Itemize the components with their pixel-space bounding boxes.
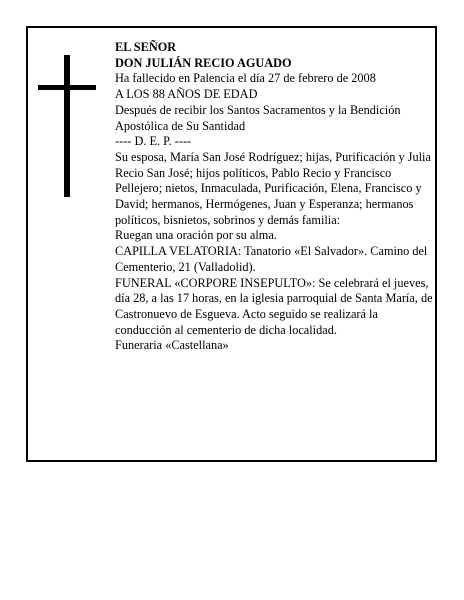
deceased-name: DON JULIÁN RECIO AGUADO [115,55,292,70]
rip-line: ---- D. E. P. ---- [115,134,192,149]
obituary-text [115,40,433,354]
cross-horizontal-bar [38,85,96,90]
family-paragraph: Su esposa, María San José Rodríguez; hijas, Purificación y Julia Recio San José; hijos políticos, Pablo Recio y Francisco Pellejero; nietos, Inmaculada, Purificación, Elena, Francisco y David; hermanos, Hermógenes, Juan y Esperanza; hermanos políticos, bisnietos, sobrinos y demás familia: [115,149,431,227]
prayer-line: Ruegan una oración por su alma. [115,228,277,243]
funeral-paragraph: FUNERAL «CORPORE INSEPULTO»: Se celebrará el jueves, día 28, a las 17 horas, en la iglesia parroquial de Santa María, de Castronuevo de Esgueva. Acto seguido se realizará la conducción al cementerio de dicha localidad. [115,275,433,337]
age-line: A LOS 88 AÑOS DE EDAD [115,87,258,102]
sacraments-paragraph: Después de recibir los Santos Sacramentos y la Bendición Apostólica de Su Santidad [115,102,401,133]
notice-title: EL SEÑOR [115,40,177,54]
chapel-paragraph: CAPILLA VELATORIA: Tanatorio «El Salvador». Camino del Cementerio, 21 (Valladolid). [115,244,428,274]
cross-vertical-bar [64,55,70,197]
funeral-home-line: Funeraria «Castellana» [115,338,229,353]
death-line: Ha fallecido en Palencia el día 27 de febrero de 2008 [115,71,376,86]
